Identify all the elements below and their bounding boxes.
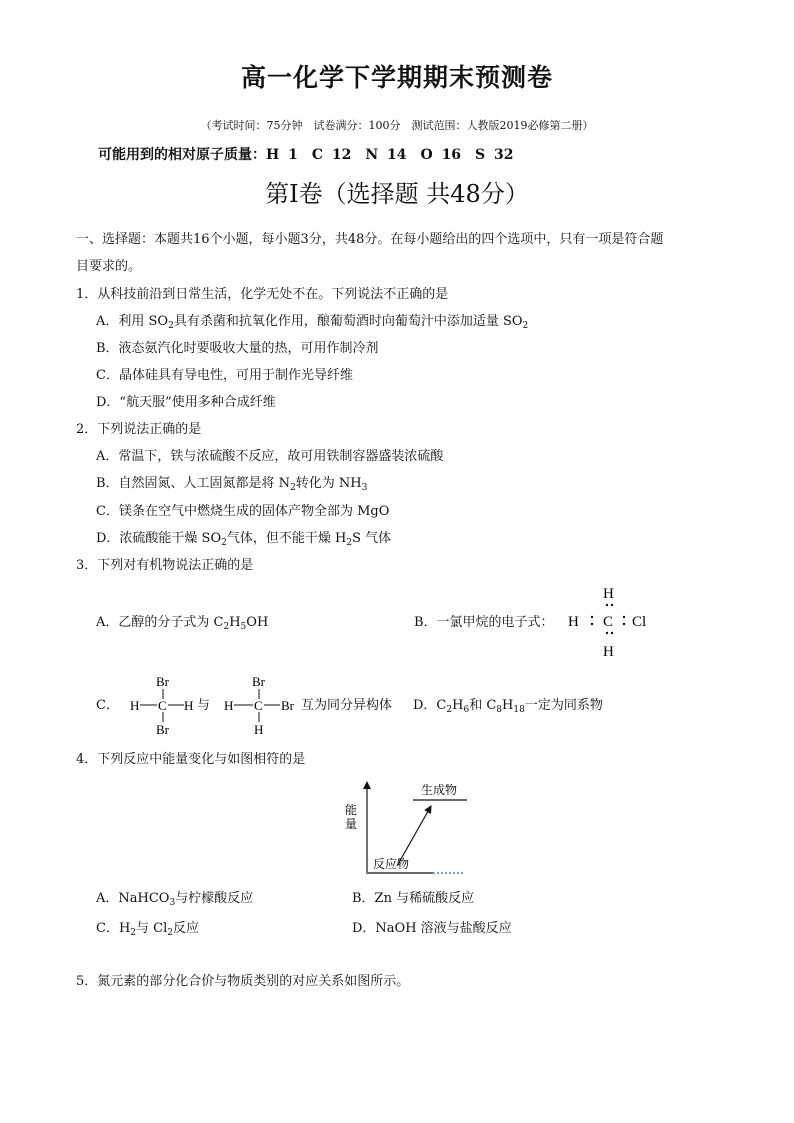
page-title: 高一化学下学期期末预测卷 [240,63,553,92]
svg-text:C: C [158,698,167,713]
energy-axis-label-2: 量 [345,817,358,831]
svg-text:H: H [568,614,579,630]
product-label: 生成物 [421,783,458,797]
question-4-option-d: D．NaOH 溶液与盐酸反应 [352,921,512,936]
question-1-stem: 1．从科技前沿到日常生活，化学无处不在。下列说法不正确的是 [76,287,449,302]
svg-text:H: H [184,698,194,713]
reactant-label: 反应物 [373,857,410,871]
question-1-option-c: C．晶体硅具有导电性，可用于制作光导纤维 [96,368,353,383]
question-2-stem: 2．下列说法正确的是 [76,422,202,437]
svg-text:H: H [224,698,234,713]
question-3-option-a: A．乙醇的分子式为 $C_2H_5OH$ [96,615,269,632]
question-4-option-b: B．Zn 与稀硫酸反应 [352,891,475,906]
dibromomethane-structure-1 [126,672,196,738]
exam-subtitle: （考试时间：75分钟 试卷满分：100分 测试范围：人教版2019必修第二册） [200,119,594,132]
question-3-option-c-label: C． [96,698,119,713]
question-5-stem: 5．氮元素的部分化合价与物质类别的对应关系如图所示。 [76,974,410,989]
svg-text:H: H [130,698,140,713]
svg-text:Br: Br [281,698,294,713]
question-3-option-d: D．$C_2H_6$和 $C_8H_{18}$一定为同系物 [413,698,603,715]
svg-text:Br: Br [156,674,169,689]
svg-text:H: H [603,644,614,660]
question-1-option-b: B．液态氨汽化时要吸收大量的热，可用作制冷剂 [96,341,379,356]
question-2-option-d: D．浓硫酸能干燥 $SO_2$气体，但不能干燥 $H_2S$ 气体 [96,531,392,548]
question-2-option-a: A．常温下，铁与浓硫酸不反应，故可用铁制容器盛装浓硫酸 [96,449,444,464]
question-2-option-b: B．自然固氮、人工固氮都是将 $N_2$转化为 $NH_3$ [96,476,368,493]
svg-text:Cl: Cl [632,614,647,630]
question-4-option-c: C．$H_2$与 $Cl_2$反应 [96,921,200,938]
svg-text:H: H [603,586,614,602]
svg-text:H: H [254,722,264,737]
question-3-option-c-conjunction: 与 [197,698,211,713]
question-3-option-b-label: B．一氯甲烷的电子式： [414,615,554,630]
question-3-option-c-end: 互为同分异构体 [301,698,393,713]
question-3-stem: 3．下列对有机物说法正确的是 [76,558,254,573]
question-4-stem: 4．下列反应中能量变化与如图相符的是 [76,752,306,767]
energy-diagram [335,772,475,884]
question-1-option-d: D．“航天服”使用多种合成纤维 [96,395,276,410]
question-1-option-a: A．利用 $SO_2$具有杀菌和抗氧化作用，酿葡萄酒时向葡萄汁中添加适量 $SO_2$ [96,314,529,331]
instructions-line-1: 一、选择题：本题共16个小题，每小题3分，共48分。在每小题给出的四个选项中，只有一项是符合题 [76,232,664,247]
question-4-option-a: A．NaHCO$_3$与柠檬酸反应 [96,891,254,908]
atomic-masses: 可能用到的相对原子质量：H 1 C 12 N 14 O 16 S 32 [98,147,514,163]
chloromethane-electron-formula [560,580,660,662]
dibromomethane-structure-2 [220,672,310,738]
section-title: 第Ⅰ卷（选择题 共48分） [265,180,529,208]
energy-axis-label-1: 能 [345,803,358,817]
svg-text:Br: Br [252,674,265,689]
svg-text:Br: Br [156,722,169,737]
svg-text:C: C [254,698,263,713]
instructions-line-2: 目要求的。 [76,259,142,274]
question-2-option-c: C．镁条在空气中燃烧生成的固体产物全部为 MgO [96,504,390,519]
svg-text:C: C [603,614,614,630]
